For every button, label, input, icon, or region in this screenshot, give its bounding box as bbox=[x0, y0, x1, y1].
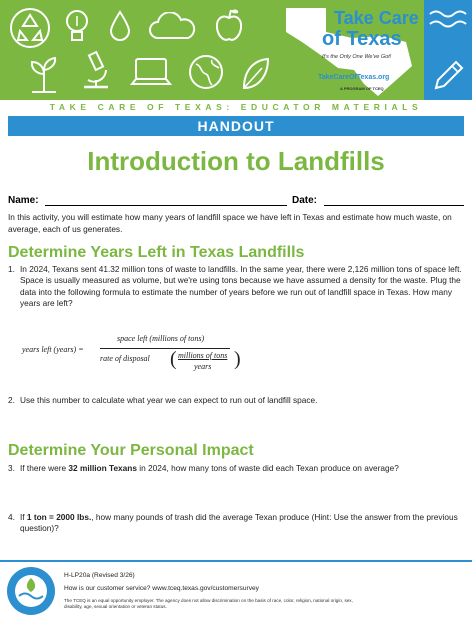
footer-eeo: The TCEQ is an equal opportunity employer. The agency does not allow discrimination on the basis of race, color, religion, national origin, sex, disability, age, sexual orientation or veteran status. bbox=[64, 598, 353, 609]
question-4-number: 4. bbox=[8, 512, 15, 522]
take-care-of-texas-logo bbox=[282, 2, 424, 98]
question-3-text bbox=[20, 463, 466, 474]
formula-denominator: rate of disposal bbox=[100, 354, 150, 363]
logo-line1: Take Care bbox=[334, 8, 419, 28]
laptop-icon bbox=[130, 56, 172, 88]
formula-lhs: years left (years) = bbox=[22, 345, 84, 354]
microscope-icon bbox=[80, 50, 112, 90]
question-4-pre: If bbox=[20, 512, 27, 522]
recycle-icon bbox=[8, 6, 52, 50]
question-1-number: 1. bbox=[8, 264, 15, 274]
banner-icons bbox=[8, 6, 270, 94]
formula-inner-numerator: millions of tons bbox=[178, 351, 228, 360]
question-3-bold: 32 million Texans bbox=[68, 463, 137, 473]
question-1 bbox=[8, 264, 466, 310]
water-drop-icon bbox=[108, 10, 132, 42]
question-3-post: in 2024, how many tons of waste did each Texan produce on average? bbox=[136, 463, 399, 473]
waves-icon bbox=[424, 4, 472, 44]
page-title: Introduction to Landfills bbox=[87, 146, 385, 176]
pencil-icon bbox=[428, 58, 468, 94]
section2-heading: Determine Your Personal Impact bbox=[8, 442, 254, 459]
question-3-pre: If there were bbox=[20, 463, 69, 473]
apple-icon bbox=[214, 6, 244, 44]
question-4 bbox=[8, 512, 466, 535]
section1-heading: Determine Years Left in Texas Landfills bbox=[8, 244, 305, 261]
date-line[interactable] bbox=[324, 196, 464, 206]
plant-icon bbox=[26, 54, 62, 94]
question-3-number: 3. bbox=[8, 463, 15, 473]
formula-fraction-bar bbox=[100, 348, 230, 349]
formula-numerator: space left (millions of tons) bbox=[117, 334, 205, 343]
date-label: Date: bbox=[292, 195, 318, 206]
logo-program: A PROGRAM OF TCEQ bbox=[340, 86, 384, 91]
logo-tagline: It's the Only One We've Got! bbox=[322, 54, 392, 60]
globe-icon bbox=[186, 52, 226, 92]
educator-materials-label: TAKE CARE OF TEXAS: EDUCATOR MATERIALS bbox=[49, 102, 423, 112]
question-2 bbox=[8, 395, 466, 406]
footer-rule bbox=[0, 560, 472, 562]
cloud-icon bbox=[148, 12, 196, 42]
question-2-text: Use this number to calculate what year we can expect to run out of landfill space. bbox=[20, 395, 318, 405]
formula-inner-denominator: years bbox=[194, 362, 212, 371]
name-label: Name: bbox=[8, 195, 39, 206]
intro-text: In this activity, you will estimate how many years of landfill space we have left in Texas and estimate how much waste, on average, each of us generates. bbox=[8, 212, 452, 234]
banner-blue-panel bbox=[424, 0, 472, 100]
leaf-icon bbox=[240, 56, 270, 92]
name-field[interactable] bbox=[8, 195, 287, 206]
handout-bar: HANDOUT bbox=[8, 116, 464, 136]
header-banner bbox=[0, 0, 472, 100]
formula bbox=[22, 330, 242, 378]
question-3 bbox=[8, 463, 466, 474]
name-line[interactable] bbox=[45, 196, 287, 206]
footer-code: H-LP20a (Revised 3/26) bbox=[64, 572, 135, 579]
footer-survey: How is our customer service? www.tceq.texas.gov/customersurvey bbox=[64, 585, 259, 592]
lightbulb-icon bbox=[64, 8, 90, 46]
question-4-post: , how many pounds of trash did the average Texan produce (Hint: Use the answer from the previous question)? bbox=[20, 512, 458, 534]
formula-paren-close: ) bbox=[234, 348, 241, 370]
question-4-text bbox=[20, 512, 466, 535]
logo-line2: of Texas bbox=[322, 28, 402, 50]
formula-paren-open: ( bbox=[170, 348, 177, 370]
question-2-number: 2. bbox=[8, 395, 15, 405]
question-1-text: In 2024, Texans sent 41.32 million tons of waste to landfills. In the same year, there were 2,126 million tons of space left. Space is usually measured as volume, but we're using tons because we have assumed a density for the waste. Plug the data into the following formula to estimate the number of years before we run out of landfill space in Texas. How many years are left? bbox=[20, 264, 462, 309]
question-4-bold: 1 ton = 2000 lbs. bbox=[26, 512, 92, 522]
logo-url: TakeCareOfTexas.org bbox=[318, 74, 390, 81]
date-field[interactable] bbox=[292, 195, 464, 206]
tceq-seal bbox=[6, 566, 56, 616]
